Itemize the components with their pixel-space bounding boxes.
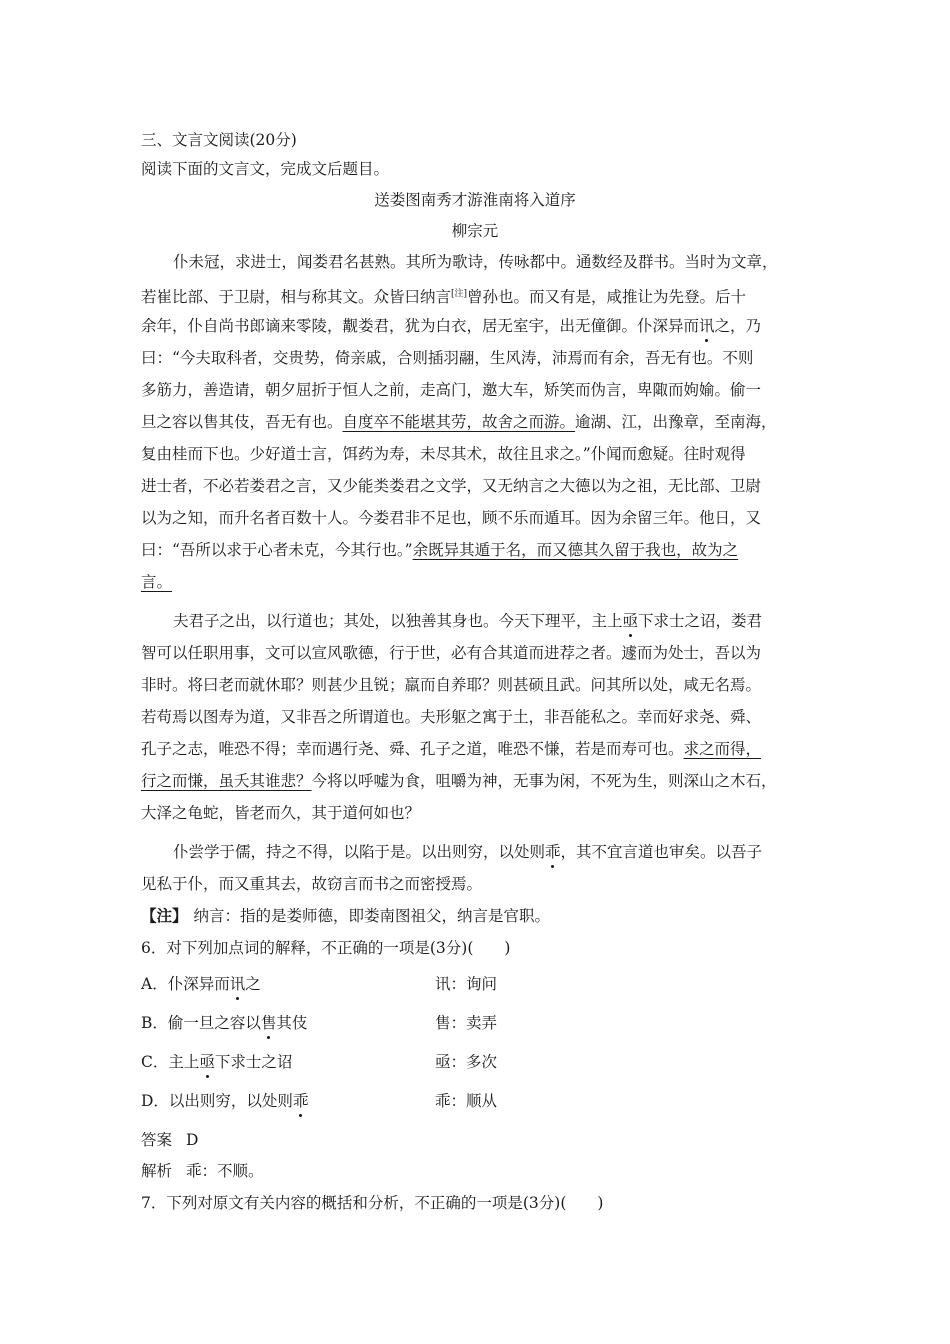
option-gloss: 售：卖弄 bbox=[435, 1014, 498, 1032]
analysis-text: 乖：不顺。 bbox=[186, 1162, 264, 1180]
underlined-sentence: 行之而慊，虽夭其谁悲？ bbox=[141, 772, 312, 790]
text-span: 余年，仆自尚书郎谪来零陵，觏娄君，犹为白衣，居无室宇，出无僮御。仆深异而 bbox=[141, 317, 700, 335]
passage-author: 柳宗元 bbox=[451, 222, 499, 240]
option-gloss: 亟：多次 bbox=[435, 1053, 498, 1071]
dotted-word: 乖 bbox=[292, 1092, 309, 1110]
text-span: ，其不宜言道也审矣。以吾子 bbox=[560, 843, 763, 861]
text-span: 逾湖、江，出豫章，至南海， bbox=[575, 413, 777, 431]
text-span: 孔子之志，唯恐不得；幸而遇行尧、舜、孔子之道，唯恐不慊，若是而寿可也。 bbox=[141, 740, 684, 758]
text-line: 见私于仆，而又重其去，故窃言而书之而密授焉。 bbox=[141, 875, 483, 893]
analysis-label: 解析 bbox=[141, 1162, 173, 1180]
option-suffix: 之 bbox=[245, 975, 261, 993]
underlined-sentence: 余既异其遁于名，而又德其久留于我也，故为之 bbox=[412, 541, 739, 559]
text-line bbox=[141, 540, 738, 560]
option-prefix: B．偷一旦之容以 bbox=[141, 1014, 261, 1032]
option-text bbox=[141, 1052, 292, 1072]
text-line bbox=[141, 842, 762, 862]
section-title: 三、文言文阅读(20分) bbox=[141, 131, 297, 149]
dotted-word: 亟 bbox=[622, 612, 639, 630]
text-span: 下求士之诏，娄君 bbox=[638, 612, 763, 630]
text-line: 大泽之龟蛇，皆老而久，其于道何如也？ bbox=[141, 804, 421, 822]
dotted-word: 乖 bbox=[545, 843, 561, 861]
option-text bbox=[141, 974, 261, 994]
text-span: 若崔比部、于卫尉，相与称其文。众皆曰纳言 bbox=[141, 288, 452, 306]
underlined-sentence: 求之而得， bbox=[683, 740, 762, 758]
note-marker: [注] bbox=[451, 289, 468, 299]
text-span: 旦之容以售其伎，吾无有也。 bbox=[141, 413, 343, 431]
dotted-word: 售 bbox=[260, 1014, 277, 1032]
text-line: 仆未冠，求进士，闻娄君名甚熟。其所为歌诗，传咏都中。通数经及群书。当时为文章， bbox=[173, 253, 778, 271]
option-prefix: D．以出则穷，以处则 bbox=[141, 1092, 293, 1110]
option-text bbox=[141, 1013, 307, 1033]
text-line: 复由桂而下也。少好道士言，饵药为寿，未尽其术，故往且求之。”仆闻而愈疑。往时观得 bbox=[141, 445, 746, 463]
option-text bbox=[141, 1091, 308, 1111]
question-7-stem: 7．下列对原文有关内容的概括和分析，不正确的一项是(3分)( ) bbox=[141, 1194, 604, 1212]
text-line bbox=[141, 611, 762, 631]
note-text: 纳言：指的是娄师德，即娄南图祖父，纳言是官职。 bbox=[193, 907, 551, 925]
answer-line bbox=[141, 1130, 198, 1150]
text-line: 智可以任职用事，文可以宣风歌德，行于世，必有合其道而进荐之者。遽而为处士，吾以为 bbox=[141, 644, 762, 662]
underlined-sentence: 自度卒不能堪其劳，故舍之而游。 bbox=[342, 413, 576, 431]
text-line bbox=[141, 771, 777, 791]
text-span: 曰：“吾所以求于心者未克，今其行也。” bbox=[141, 541, 413, 559]
option-prefix: A．仆深异而 bbox=[141, 975, 230, 993]
dotted-word: 讯 bbox=[229, 975, 246, 993]
text-line: 曰：“今夫取科者，交贵势，倚亲戚，合则插羽翮，生风涛，沛焉而有余，吾无有也。不则 bbox=[141, 349, 754, 367]
text-span: 仆尝学于儒，持之不得，以陷于是。以出则穷，以处则 bbox=[173, 843, 546, 861]
text-span: 今将以呼嘘为食，咀嚼为神，无事为闲，不死为生，则深山之木石， bbox=[311, 772, 777, 790]
footnote bbox=[141, 906, 550, 926]
text-line bbox=[141, 284, 746, 307]
question-stem: 6．对下列加点词的解释，不正确的一项是(3分)( ) bbox=[141, 939, 511, 957]
text-line bbox=[141, 412, 777, 432]
passage-title: 送娄图南秀才游淮南将入道序 bbox=[374, 191, 576, 209]
text-line bbox=[141, 739, 761, 759]
answer-label: 答案 bbox=[141, 1131, 173, 1149]
option-gloss: 讯：询问 bbox=[435, 975, 498, 993]
text-line bbox=[141, 316, 761, 336]
option-prefix: C．主上 bbox=[141, 1053, 200, 1071]
text-line: 多筋力，善造请，朝夕屈折于恒人之前，走高门，邀大车，矫笑而伪言，卑陬而姁媮。偷一 bbox=[141, 381, 762, 399]
underlined-sentence: 言。 bbox=[141, 573, 173, 591]
text-line: 以为之知，而升名者百数十人。今娄君非不足也，顾不乐而遁耳。因为余留三年。他日，又 bbox=[141, 509, 762, 527]
note-label: 【注】 bbox=[141, 906, 188, 925]
text-span: 夫君子之出，以行道也；其处，以独善其身也。今天下理平，主上 bbox=[173, 612, 623, 630]
text-line: 进士者，不必若娄君之言，又少能类娄君之文学，又无纳言之大德以为之祖，无比部、卫尉 bbox=[141, 477, 762, 495]
dotted-word: 讯 bbox=[699, 317, 715, 335]
text-span: 曾孙也。而又有是，咸推让为先登。后十 bbox=[467, 288, 747, 306]
text-line: 若苟焉以图寿为道，又非吾之所谓道也。夫形躯之寓于土，非吾能私之。幸而好求尧、舜、 bbox=[141, 708, 762, 726]
option-gloss: 乖：顺从 bbox=[435, 1092, 498, 1110]
text-span: 之，乃 bbox=[714, 317, 762, 335]
option-suffix: 下求士之诏 bbox=[214, 1053, 293, 1071]
answer-value: D bbox=[186, 1131, 199, 1149]
instruction: 阅读下面的文言文，完成文后题目。 bbox=[141, 160, 390, 178]
text-line bbox=[141, 572, 172, 592]
text-line: 非时。将曰老而就休耶？则甚少且锐；羸而自养耶？则甚硕且武。问其所以处，咸无名焉。 bbox=[141, 676, 762, 694]
analysis-line bbox=[141, 1161, 264, 1181]
dotted-word: 亟 bbox=[199, 1053, 215, 1071]
option-suffix: 其伎 bbox=[276, 1014, 308, 1032]
